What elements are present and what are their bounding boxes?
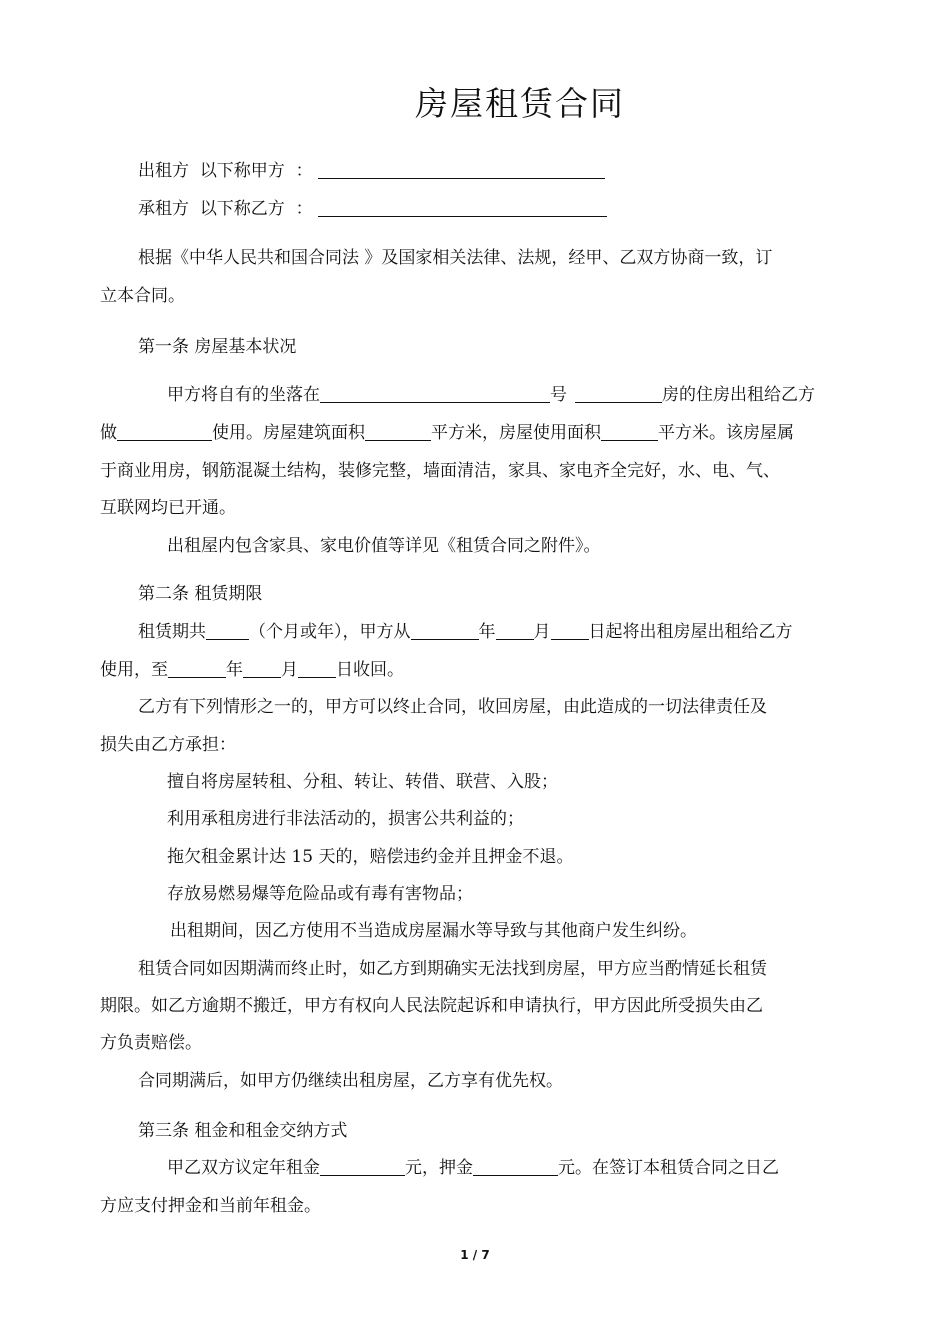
text: 甲乙双方议定年租金 xyxy=(167,1158,320,1178)
list-item: 利用承租房进行非法活动的，损害公共利益的； xyxy=(167,809,524,829)
end-month-blank[interactable] xyxy=(243,659,281,678)
article3-heading: 第三条 租金和租金交纳方式 xyxy=(138,1121,348,1141)
lessee-blank[interactable] xyxy=(318,198,607,217)
article2-para-2: 期限。如乙方逾期不搬迁，甲方有权向人民法院起诉和申请执行，甲方因此所受损失由乙 xyxy=(100,996,763,1016)
article1-line-1 xyxy=(167,384,815,406)
deposit-blank[interactable] xyxy=(473,1157,558,1176)
text: 年 xyxy=(226,660,243,680)
text: 元。在签订本租赁合同之日乙 xyxy=(558,1158,779,1178)
text: 房的住房出租给乙方 xyxy=(662,385,815,405)
text: 使用。房屋建筑面积 xyxy=(212,423,365,443)
list-item: 存放易燃易爆等危险品或有毒有害物品； xyxy=(167,884,473,904)
term-blank[interactable] xyxy=(206,621,249,640)
address-blank[interactable] xyxy=(320,384,550,403)
text: 月 xyxy=(533,622,551,642)
list-item: 出租期间，因乙方使用不当造成房屋漏水等导致与其他商户发生纠纷。 xyxy=(170,921,697,941)
text: 月 xyxy=(281,660,298,680)
annual-rent-blank[interactable] xyxy=(320,1157,405,1176)
end-day-blank[interactable] xyxy=(298,659,336,678)
lessor-note: 以下称甲方 xyxy=(199,161,285,181)
usage-blank[interactable] xyxy=(117,422,212,441)
article2-line-1 xyxy=(138,621,793,643)
article1-line-2 xyxy=(100,422,794,444)
text: 号 xyxy=(550,385,567,405)
preamble-line-1: 根据《中华人民共和国合同法 》及国家相关法律、法规，经甲、乙双方协商一致，订 xyxy=(138,248,773,268)
article2-line-3: 乙方有下列情形之一的，甲方可以终止合同，收回房屋，由此造成的一切法律责任及 xyxy=(138,697,767,717)
room-blank[interactable] xyxy=(575,384,662,403)
lessee-line xyxy=(138,198,607,220)
text: 使用，至 xyxy=(100,660,168,680)
text: 平方米，房屋使用面积 xyxy=(431,423,601,443)
article1-line-4: 互联网均已开通。 xyxy=(100,498,236,518)
article2-heading: 第二条 租赁期限 xyxy=(138,584,263,604)
building-area-blank[interactable] xyxy=(365,422,431,441)
colon: ： xyxy=(295,199,313,219)
article2-line-4: 损失由乙方承担： xyxy=(100,735,236,755)
colon: ： xyxy=(295,161,313,181)
text: 日收回。 xyxy=(336,660,404,680)
start-day-blank[interactable] xyxy=(551,621,589,640)
page-number: 1 / 7 xyxy=(460,1248,490,1262)
text: 元，押金 xyxy=(405,1158,473,1178)
start-year-blank[interactable] xyxy=(411,621,479,640)
lessee-label: 承租方 xyxy=(138,199,189,219)
text: 日起将出租房屋出租给乙方 xyxy=(588,622,793,642)
article3-line-2: 方应支付押金和当前年租金。 xyxy=(100,1196,321,1216)
article1-heading: 第一条 房屋基本状况 xyxy=(138,337,297,357)
text: 年 xyxy=(478,622,496,642)
article2-para-3: 方负责赔偿。 xyxy=(100,1033,202,1053)
lessor-blank[interactable] xyxy=(318,160,605,179)
list-item: 拖欠租金累计达 15 天的，赔偿违约金并且押金不退。 xyxy=(167,847,574,867)
text: 甲方将自有的坐落在 xyxy=(167,385,320,405)
lessee-note: 以下称乙方 xyxy=(199,199,285,219)
article2-line-2 xyxy=(100,659,404,681)
document-title: 房屋租赁合同 xyxy=(415,84,625,123)
article3-line-1 xyxy=(167,1157,779,1179)
article2-para-4: 合同期满后，如甲方仍继续出租房屋，乙方享有优先权。 xyxy=(138,1071,563,1091)
text: 平方米。该房屋属 xyxy=(658,423,794,443)
end-year-blank[interactable] xyxy=(168,659,226,678)
text: 做 xyxy=(100,423,117,443)
start-month-blank[interactable] xyxy=(496,621,534,640)
text: 租赁期共 xyxy=(138,622,206,642)
article1-line-3: 于商业用房，钢筋混凝土结构，装修完整，墙面清洁，家具、家电齐全完好，水、电、气、 xyxy=(100,461,780,481)
article1-line-5: 出租屋内包含家具、家电价值等详见《租赁合同之附件》。 xyxy=(167,536,601,556)
lessor-line xyxy=(138,160,605,182)
text: （个月或年），甲方从 xyxy=(249,622,411,642)
list-item: 擅自将房屋转租、分租、转让、转借、联营、入股； xyxy=(167,772,558,792)
preamble-line-2: 立本合同。 xyxy=(100,286,185,306)
lessor-label: 出租方 xyxy=(138,161,189,181)
article2-para-1: 租赁合同如因期满而终止时，如乙方到期确实无法找到房屋，甲方应当酌情延长租赁 xyxy=(138,959,767,979)
usable-area-blank[interactable] xyxy=(601,422,658,441)
